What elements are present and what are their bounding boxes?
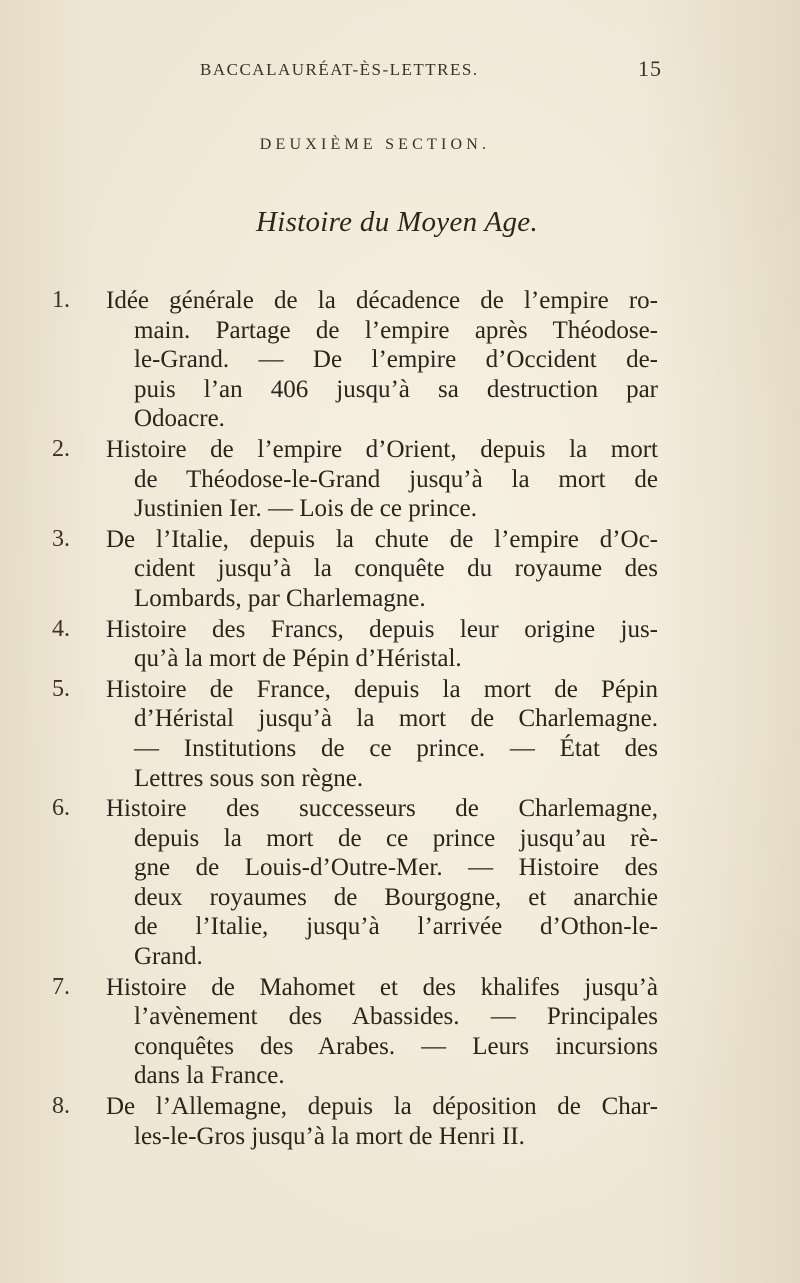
text-line: De l’Italie, depuis la chute de l’empire d’Oc- bbox=[106, 525, 658, 553]
text-line: Histoire des successeurs de Charlemagne, bbox=[106, 795, 658, 823]
topic-item bbox=[0, 1092, 660, 1151]
topic-text bbox=[106, 973, 660, 1091]
text-line: d’Héristal jusqu’à la mort de Charlemagne. bbox=[134, 705, 658, 733]
text-line: Histoire des Francs, depuis leur origine jus- bbox=[106, 615, 658, 643]
topic-item bbox=[0, 615, 660, 674]
topic-item bbox=[0, 973, 660, 1091]
running-head-title: BACCALAURÉAT-ÈS-LETTRES. bbox=[200, 60, 479, 79]
topic-number: 7. bbox=[52, 973, 70, 1000]
topic-text bbox=[106, 1092, 660, 1151]
topic-text bbox=[106, 675, 660, 793]
text-line: main. Partage de l’empire après Théodose- bbox=[134, 316, 658, 344]
topic-text bbox=[106, 525, 660, 614]
text-line: le-Grand. — De l’empire d’Occident de- bbox=[134, 346, 658, 374]
topic-number: 4. bbox=[52, 615, 70, 642]
text-line: Histoire de Mahomet et des khalifes jusqu’à bbox=[106, 973, 658, 1001]
text-line: Histoire de l’empire d’Orient, depuis la mort bbox=[106, 435, 658, 463]
topic-number: 3. bbox=[52, 525, 70, 552]
topic-text bbox=[106, 615, 660, 674]
topic-item bbox=[0, 525, 660, 614]
text-line: Grand. bbox=[134, 943, 203, 971]
page-number: 15 bbox=[638, 56, 662, 81]
text-line: de Théodose-le-Grand jusqu’à la mort de bbox=[134, 465, 658, 493]
text-line: De l’Allemagne, depuis la déposition de Char- bbox=[106, 1093, 658, 1121]
topic-item bbox=[0, 675, 660, 793]
text-line: cident jusqu’à la conquête du royaume des bbox=[134, 555, 658, 583]
topic-item bbox=[0, 435, 660, 524]
topic-number: 1. bbox=[52, 287, 70, 313]
topic-number: 8. bbox=[52, 1093, 70, 1120]
text-line: Lombards, par Charlemagne. bbox=[134, 584, 426, 612]
text-line: dans la France. bbox=[134, 1062, 285, 1090]
text-line: les-le-Gros jusqu’à la mort de Henri II. bbox=[134, 1122, 525, 1150]
topic-item bbox=[0, 286, 660, 434]
topic-text bbox=[106, 435, 660, 524]
text-line: qu’à la mort de Pépin d’Héristal. bbox=[134, 645, 462, 673]
topic-number: 6. bbox=[52, 795, 70, 822]
text-line: l’avènement des Abassides. — Principales bbox=[134, 1003, 658, 1031]
text-line: deux royaumes de Bourgogne, et anarchie bbox=[134, 883, 658, 911]
topic-text bbox=[106, 794, 660, 972]
text-line: conquêtes des Arabes. — Leurs incursions bbox=[134, 1032, 658, 1060]
text-line: Justinien Ier. — Lois de ce prince. bbox=[134, 495, 477, 523]
topic-number: 5. bbox=[52, 675, 70, 702]
text-line: de l’Italie, jusqu’à l’arrivée d’Othon-le- bbox=[134, 913, 658, 941]
text-line: puis l’an 406 jusqu’à sa destruction par bbox=[134, 375, 658, 403]
topic-text bbox=[106, 286, 660, 434]
text-line: gne de Louis-d’Outre-Mer. — Histoire des bbox=[134, 854, 658, 882]
text-line: depuis la mort de ce prince jusqu’au rè- bbox=[134, 824, 658, 852]
topic-item bbox=[0, 794, 660, 972]
topic-list bbox=[0, 286, 800, 1152]
page-subtitle: Histoire du Moyen Age. bbox=[255, 206, 539, 238]
section-title: DEUXIÈME SECTION. bbox=[259, 136, 491, 153]
text-line: — Institutions de ce prince. — État des bbox=[134, 734, 658, 762]
text-line: Histoire de France, depuis la mort de Pépin bbox=[106, 675, 658, 703]
text-line: Odoacre. bbox=[134, 405, 225, 433]
text-line: Lettres sous son règne. bbox=[134, 764, 364, 792]
topic-number: 2. bbox=[52, 435, 70, 462]
text-line: Idée générale de la décadence de l’empire ro- bbox=[106, 287, 658, 314]
